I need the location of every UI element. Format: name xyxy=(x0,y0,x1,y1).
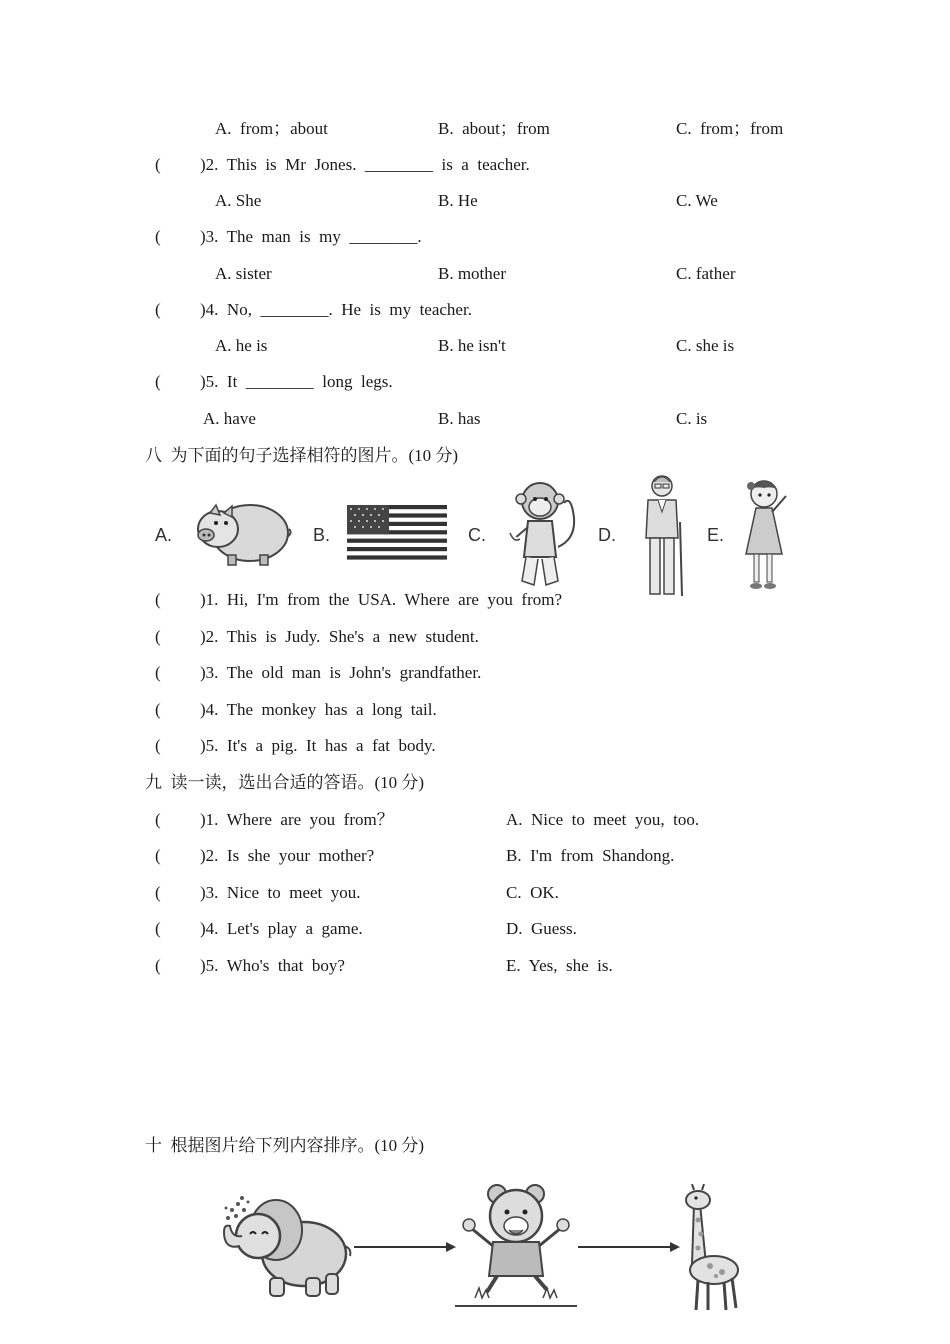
q4-option-b: B. he isn't xyxy=(438,336,506,355)
pic-label-b: B. xyxy=(313,525,331,545)
s8-q1-text: )1. Hi, I'm from the USA. Where are you from? xyxy=(200,590,563,609)
s9-answer-a: A. Nice to meet you, too. xyxy=(506,810,700,829)
q2-option-a: A. She xyxy=(215,191,262,210)
s9-q4-paren: ( xyxy=(155,919,161,938)
s8-q4-paren: ( xyxy=(155,700,161,719)
q3-paren: ( xyxy=(155,227,161,246)
s8-q4-text: )4. The monkey has a long tail. xyxy=(200,700,437,719)
elephant-picture xyxy=(214,1190,354,1302)
s9-q2-paren: ( xyxy=(155,846,161,865)
s9-q3-text: )3. Nice to meet you. xyxy=(200,883,361,902)
q5-text: )5. It ________ long legs. xyxy=(200,372,393,391)
bear-picture xyxy=(455,1180,579,1310)
q5-paren: ( xyxy=(155,372,161,391)
section8-title: 八 为下面的句子选择相符的图片。(10 分) xyxy=(145,446,459,465)
section9-title: 九 读一读，选出合适的答语。(10 分) xyxy=(145,773,425,792)
s9-answer-b: B. I'm from Shandong. xyxy=(506,846,675,865)
s9-q3-paren: ( xyxy=(155,883,161,902)
q4-text: )4. No, ________. He is my teacher. xyxy=(200,300,472,319)
q3-option-c: C. father xyxy=(676,264,736,283)
q3-option-a: A. sister xyxy=(215,264,272,283)
q4-option-c: C. she is xyxy=(676,336,735,355)
q1-option-b: B. about；from xyxy=(438,119,550,138)
q5-option-a: A. have xyxy=(203,409,256,428)
pic-label-c: C. xyxy=(468,525,486,545)
q5-option-b: B. has xyxy=(438,409,481,428)
s9-q1-paren: ( xyxy=(155,810,161,829)
q2-option-c: C. We xyxy=(676,191,718,210)
s9-q5-paren: ( xyxy=(155,956,161,975)
girl-picture xyxy=(742,476,794,596)
s9-q5-text: )5. Who's that boy? xyxy=(200,956,345,975)
pig-picture xyxy=(188,497,294,569)
giraffe-picture xyxy=(672,1184,744,1314)
s9-answer-c: C. OK. xyxy=(506,883,559,902)
q5-option-c: C. is xyxy=(676,409,708,428)
q2-option-b: B. He xyxy=(438,191,478,210)
pic-label-e: E. xyxy=(707,525,725,545)
q4-paren: ( xyxy=(155,300,161,319)
s8-q2-text: )2. This is Judy. She's a new student. xyxy=(200,627,479,646)
old-man-picture xyxy=(638,472,686,600)
q2-paren: ( xyxy=(155,155,161,174)
s8-q3-paren: ( xyxy=(155,663,161,682)
s9-q1-text: )1. Where are you from？ xyxy=(200,810,394,829)
q3-text: )3. The man is my ________. xyxy=(200,227,422,246)
q1-option-a: A. from；about xyxy=(215,119,328,138)
monkey-picture xyxy=(500,477,580,592)
q3-option-b: B. mother xyxy=(438,264,506,283)
s9-answer-d: D. Guess. xyxy=(506,919,577,938)
s8-q5-paren: ( xyxy=(155,736,161,755)
s8-q2-paren: ( xyxy=(155,627,161,646)
pic-label-d: D. xyxy=(598,525,616,545)
s9-q4-text: )4. Let's play a game. xyxy=(200,919,363,938)
s8-q5-text: )5. It's a pig. It has a fat body. xyxy=(200,736,436,755)
q4-option-a: A. he is xyxy=(215,336,268,355)
s9-q2-text: )2. Is she your mother? xyxy=(200,846,375,865)
s8-q1-paren: ( xyxy=(155,590,161,609)
pic-label-a: A. xyxy=(155,525,173,545)
q2-text: )2. This is Mr Jones. ________ is a teacher. xyxy=(200,155,530,174)
s8-q3-text: )3. The old man is John's grandfather. xyxy=(200,663,482,682)
arrow-2 xyxy=(576,1240,682,1254)
arrow-1 xyxy=(352,1240,458,1254)
usa-flag-picture xyxy=(347,505,447,560)
section10-title: 十 根据图片给下列内容排序。(10 分) xyxy=(145,1136,425,1155)
s9-answer-e: E. Yes, she is. xyxy=(506,956,613,975)
q1-option-c: C. from；from xyxy=(676,119,784,138)
